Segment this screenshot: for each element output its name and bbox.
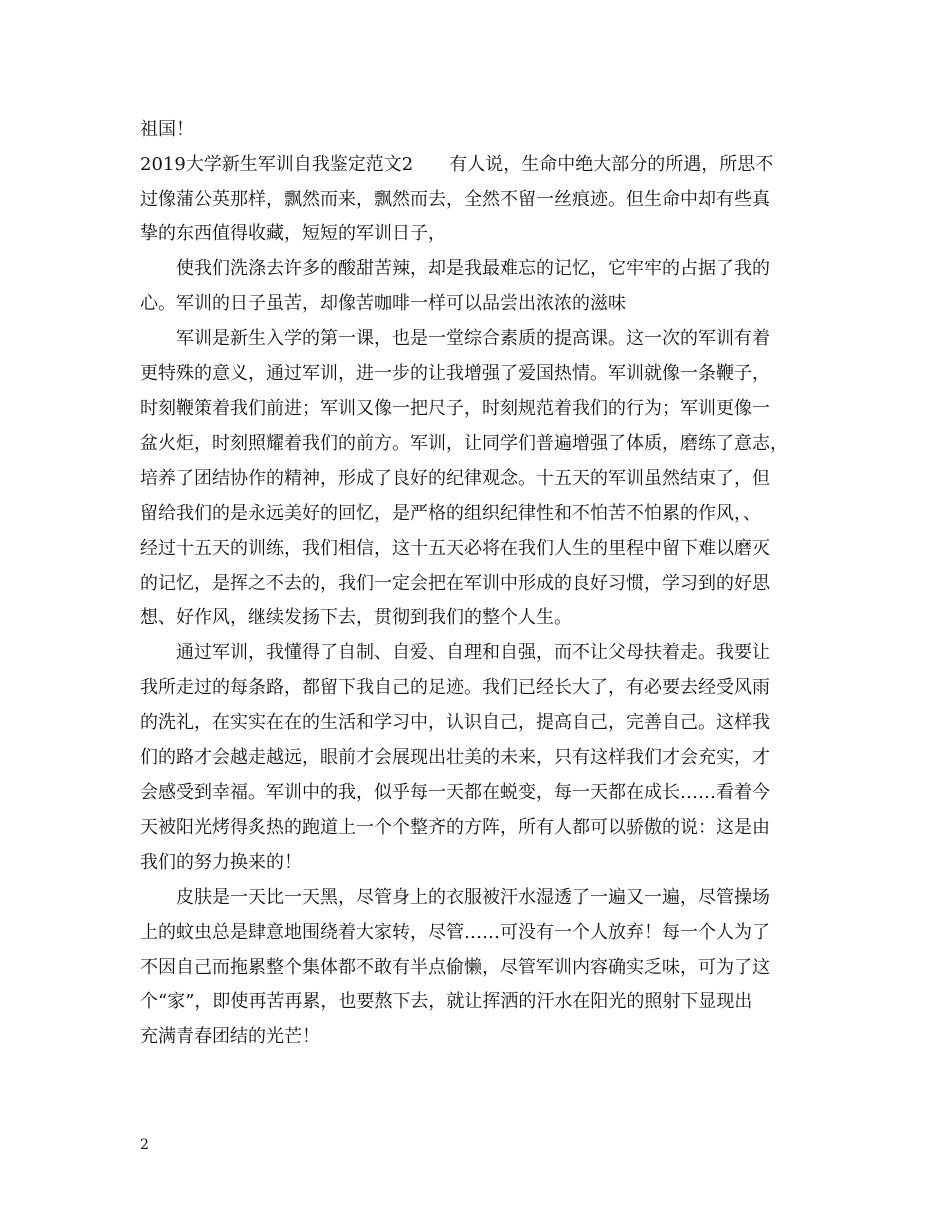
text-line: 更特殊的意义，通过军训，进一步的让我增强了爱国热情。军训就像一条鞭子， — [140, 363, 770, 384]
text-line: 盆火炬，时刻照耀着我们的前方。军训，让同学们普遍增强了体质，磨练了意志， — [140, 433, 788, 454]
text-line: 的洗礼，在实实在在的生活和学习中，认识自己，提高自己，完善自己。这样我 — [140, 712, 770, 733]
text-line: 会感受到幸福。军训中的我，似乎每一天都在蜕变，每一天都在成长……看着今 — [140, 782, 770, 803]
text-line: 使我们洗涤去许多的酸甜苦辣，却是我最难忘的记忆，它牢牢的占据了我的 — [140, 258, 770, 279]
text-line: 挚的东西值得收藏，短短的军训日子， — [140, 223, 446, 244]
text-line: 们的路才会越走越远，眼前才会展现出壮美的未来，只有这样我们才会充实，才 — [140, 747, 770, 768]
text-line: 我所走过的每条路，都留下我自己的足迹。我们已经长大了，有必要去经受风雨 — [140, 677, 770, 698]
text-line: 天被阳光烤得炙热的跑道上一个个整齐的方阵，所有人都可以骄傲的说：这是由 — [140, 817, 770, 838]
text-line: 祖国！ — [140, 119, 194, 140]
text-line: 2019大学新生军训自我鉴定范文2 有人说，生命中绝大部分的所遇，所思不 — [140, 154, 774, 175]
text-line: 留给我们的是永远美好的回忆，是严格的组织纪律性和不怕苦不怕累的作风，、 — [140, 503, 761, 524]
text-line: 过像蒲公英那样，飘然而来，飘然而去，全然不留一丝痕迹。但生命中却有些真 — [140, 189, 770, 210]
text-line: 培养了团结协作的精神，形成了良好的纪律观念。十五天的军训虽然结束了，但 — [140, 468, 770, 489]
text-line: 通过军训，我懂得了自制、自爱、自理和自强，而不让父母扶着走。我要让 — [140, 642, 770, 663]
text-line: 的记忆，是挥之不去的，我们一定会把在军训中形成的良好习惯，学习到的好思 — [140, 573, 770, 594]
text-line: 皮肤是一天比一天黑，尽管身上的衣服被汗水湿透了一遍又一遍，尽管操场 — [140, 887, 770, 908]
text-line: 经过十五天的训练，我们相信，这十五天必将在我们人生的里程中留下难以磨灭 — [140, 538, 770, 559]
text-line: 上的蚊虫总是肆意地围绕着大家转，尽管……可没有一个人放弃！每一个人为了 — [140, 922, 770, 943]
text-line: 时刻鞭策着我们前进；军训又像一把尺子，时刻规范着我们的行为；军训更像一 — [140, 398, 770, 419]
text-line: 个“家”，即使再苦再累，也要熬下去，就让挥洒的汗水在阳光的照射下显现出 — [140, 991, 753, 1012]
text-line: 充满青春团结的光芒！ — [140, 1026, 320, 1047]
text-line: 我们的努力换来的！ — [140, 852, 302, 873]
text-line: 心。军训的日子虽苦，却像苦咖啡一样可以品尝出浓浓的滋味 — [140, 293, 626, 314]
text-line: 想、好作风，继续发扬下去，贯彻到我们的整个人生。 — [140, 607, 572, 628]
text-line: 军训是新生入学的第一课，也是一堂综合素质的提高课。这一次的军训有着 — [140, 328, 770, 349]
page-number: 2 — [140, 1137, 149, 1153]
text-line: 不因自己而拖累整个集体都不敢有半点偷懒，尽管军训内容确实乏味，可为了这 — [140, 957, 770, 978]
